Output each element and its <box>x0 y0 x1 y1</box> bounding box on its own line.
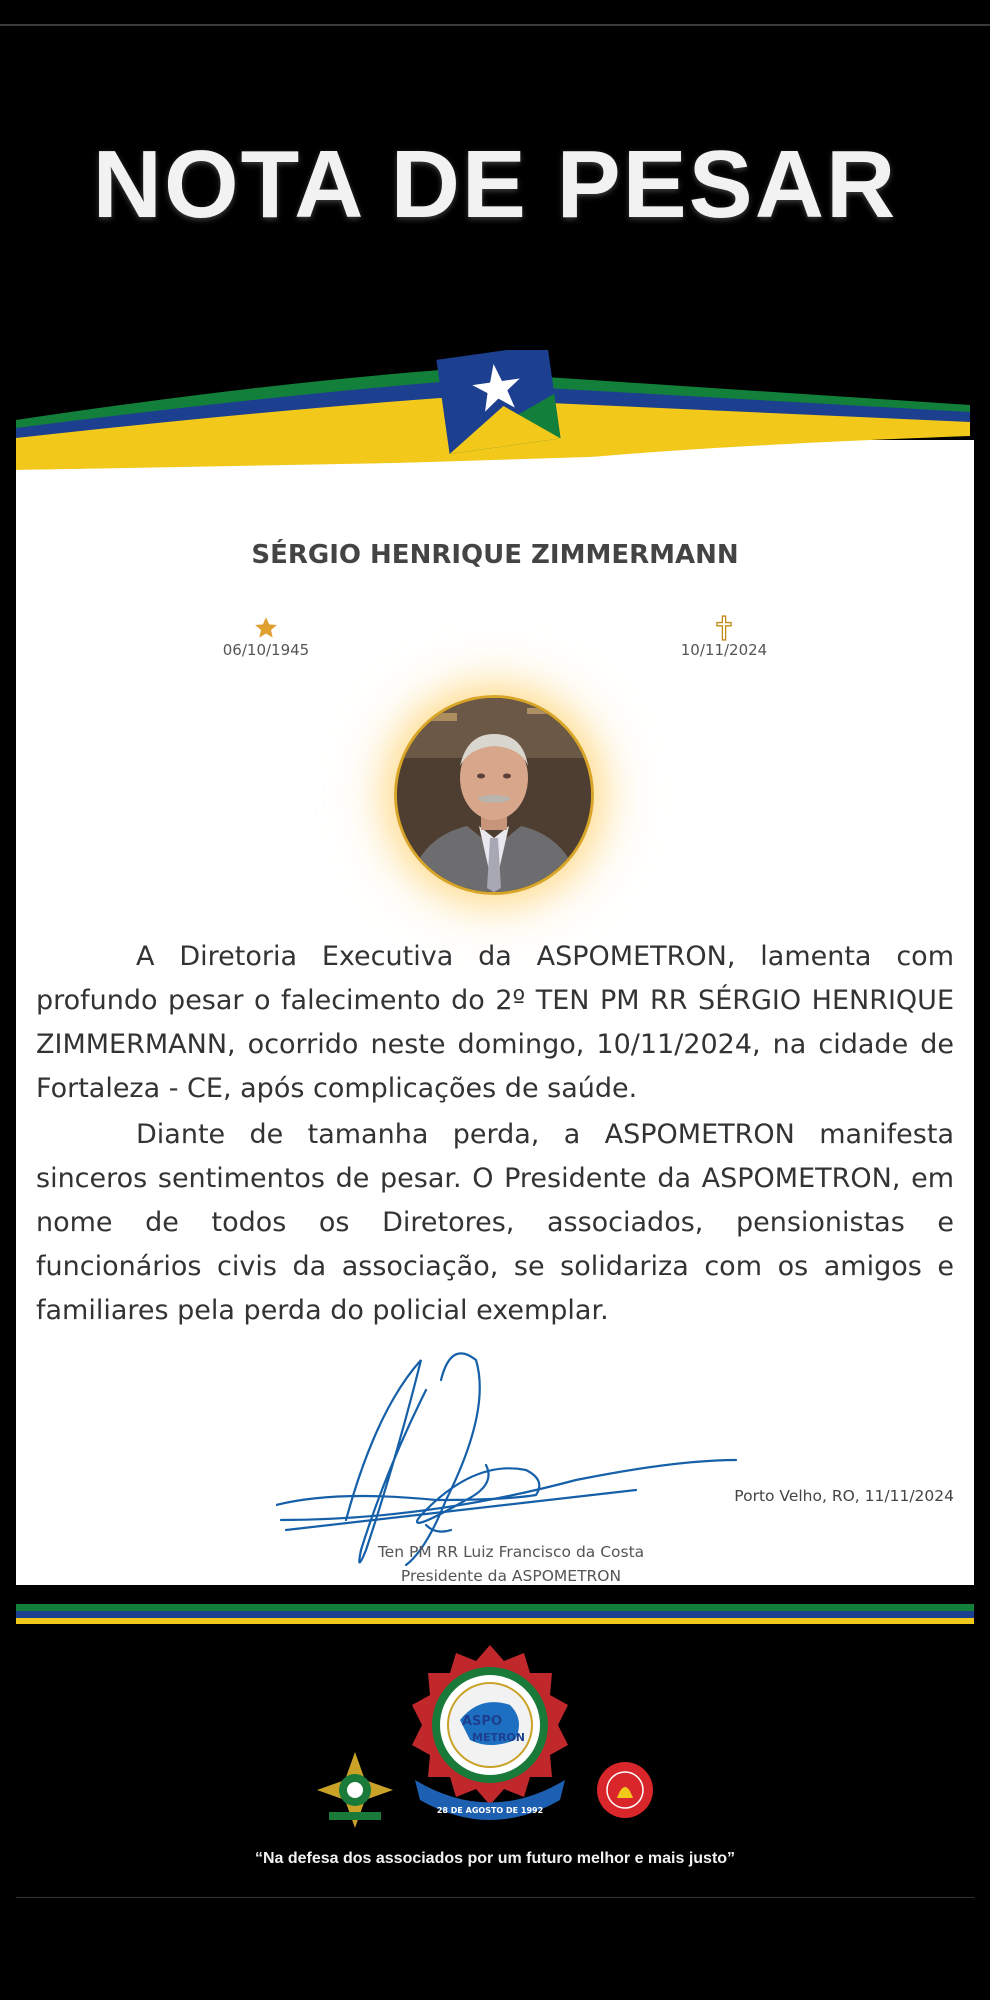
death-date: 10/11/2024 <box>680 641 768 659</box>
place-date: Porto Velho, RO, 11/11/2024 <box>734 1487 954 1505</box>
star-icon <box>166 615 366 641</box>
fire-department-badge-icon <box>597 1762 653 1818</box>
page-title: NOTA DE PESAR <box>92 131 898 238</box>
cross-icon <box>624 615 824 641</box>
death-info <box>624 615 824 659</box>
notice-card <box>16 440 974 1585</box>
footer-motto: “Na defesa dos associados por um futuro melhor e mais justo” <box>254 1850 736 1867</box>
flag-ribbon-top <box>0 350 990 490</box>
logo-ribbon-text: 28 DE AGOSTO DE 1992 <box>436 1806 544 1815</box>
military-police-badge-icon <box>317 1752 393 1828</box>
bottom-divider <box>16 1897 974 1898</box>
signer-name: Ten PM RR Luiz Francisco da Costa <box>377 1543 645 1561</box>
portrait-frame <box>394 695 594 895</box>
deceased-name: SÉRGIO HENRIQUE ZIMMERMANN <box>251 540 739 570</box>
message-body <box>36 935 954 1335</box>
birth-date: 06/10/1945 <box>222 641 310 659</box>
footer-logos <box>0 1640 990 1840</box>
message-paragraph-2: Diante de tamanha perda, a ASPOMETRON manifesta sinceros sentimentos de pesar. O Presidente da ASPOMETRON, em nome de todos os Diretores, associados, pensionistas e funcionários civis da associação, se solidariza com os amigos e familiares pela perda do policial exemplar. <box>36 1119 954 1326</box>
deceased-photo <box>394 695 594 895</box>
signer-role: Presidente da ASPOMETRON <box>400 1567 622 1585</box>
logo-text-aspo: ASPO <box>462 1714 503 1729</box>
signer-block <box>266 1540 756 1588</box>
aspometron-seal-icon <box>412 1645 568 1820</box>
logo-text-metron: METRON <box>472 1731 525 1744</box>
flag-ribbon-bottom <box>16 1604 974 1626</box>
top-divider <box>0 24 990 26</box>
message-paragraph-1: A Diretoria Executiva da ASPOMETRON, lamenta com profundo pesar o falecimento do 2º TEN PM RR SÉRGIO HENRIQUE ZIMMERMANN, ocorrido neste domingo, 10/11/2024, na cidade de Fortaleza - CE, após complicações de saúde. <box>36 941 954 1104</box>
birth-info <box>166 615 366 659</box>
